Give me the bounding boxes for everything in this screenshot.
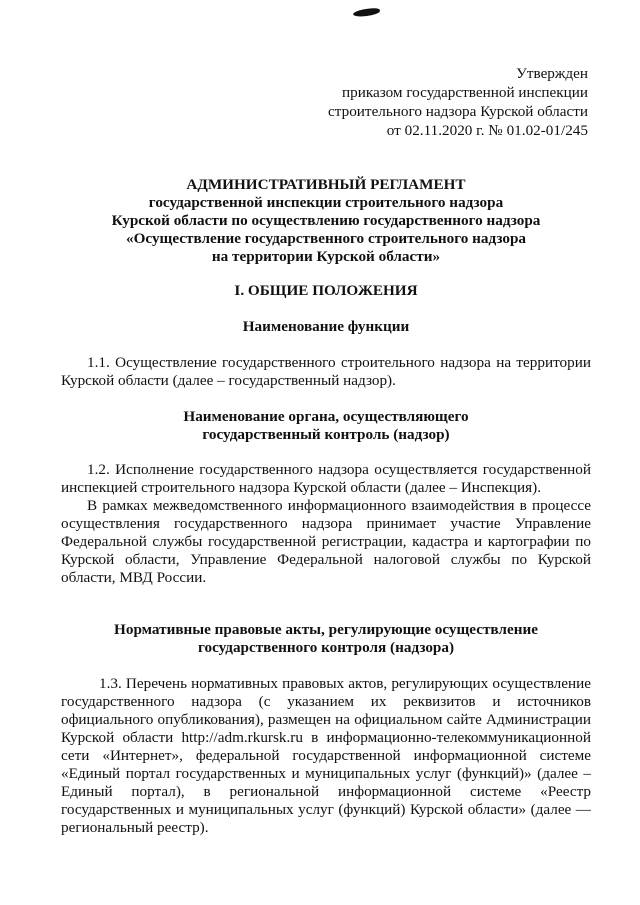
approval-line: строительного надзора Курской области <box>328 103 588 120</box>
approval-line: от 02.11.2020 г. № 01.02-01/245 <box>386 122 588 139</box>
title-line: на территории Курской области» <box>211 248 441 265</box>
subsection-heading-line: государственного контроля (надзора) <box>197 639 455 656</box>
subsection-heading <box>61 621 591 657</box>
approval-stamp <box>328 64 588 140</box>
paragraph-1-2-continued: В рамках межведомственного информационного взаимодействия в процессе осуществления государственного надзора принимает участие Управление Федеральной службы государственной регистрации, кадастра и картографии по Курской области, Управление Федеральной налоговой службы по Курской области, МВД России. <box>61 497 591 586</box>
section-heading: I. ОБЩИЕ ПОЛОЖЕНИЯ <box>234 282 418 299</box>
document-body <box>61 176 591 837</box>
subsection-heading <box>61 408 591 444</box>
approval-line: приказом государственной инспекции <box>341 84 588 101</box>
subsection-heading-line: Нормативные правовые акты, регулирующие осуществление <box>114 621 538 638</box>
title-line: «Осуществление государственного строительного надзора <box>126 230 526 247</box>
paragraph-1-3: 1.3. Перечень нормативных правовых актов, регулирующих осуществление государственного надзора (с указанием их реквизитов и источников официального опубликования), размещен на официальном сайте Администрации Курской области http://adm.rkursk.ru в информационно-телекоммуникационной сети «Интернет», федеральной государственной информационной системе «Единый портал государственных и муниципальных услуг (функций)» (далее – Единый портал), в региональной информационной системе «Реестр государственных и муниципальных услуг (функций) Курской области» (далее — региональный реестр). <box>61 675 591 836</box>
paragraph-1-2: 1.2. Исполнение государственного надзора осуществляется государственной инспекцией строительного надзора Курской области (далее – Инспекция). <box>61 461 591 496</box>
document-title <box>61 176 591 266</box>
subsection-heading <box>61 318 591 336</box>
subsection-heading-line: Наименование органа, осуществляющего <box>183 408 469 425</box>
subsection-heading-line: Наименование функции <box>242 318 410 335</box>
title-line: АДМИНИСТРАТИВНЫЙ РЕГЛАМЕНТ <box>186 176 466 193</box>
subsection-heading-line: государственный контроль (надзор) <box>202 426 450 443</box>
title-line: Курской области по осуществлению государственного надзора <box>111 212 541 229</box>
paragraph-1-1: 1.1. Осуществление государственного строительного надзора на территории Курской области (далее – государственный надзор). <box>61 354 591 389</box>
title-line: государственной инспекции строительного надзора <box>148 194 504 211</box>
approval-line: Утвержден <box>516 65 588 82</box>
ink-mark <box>353 7 381 18</box>
